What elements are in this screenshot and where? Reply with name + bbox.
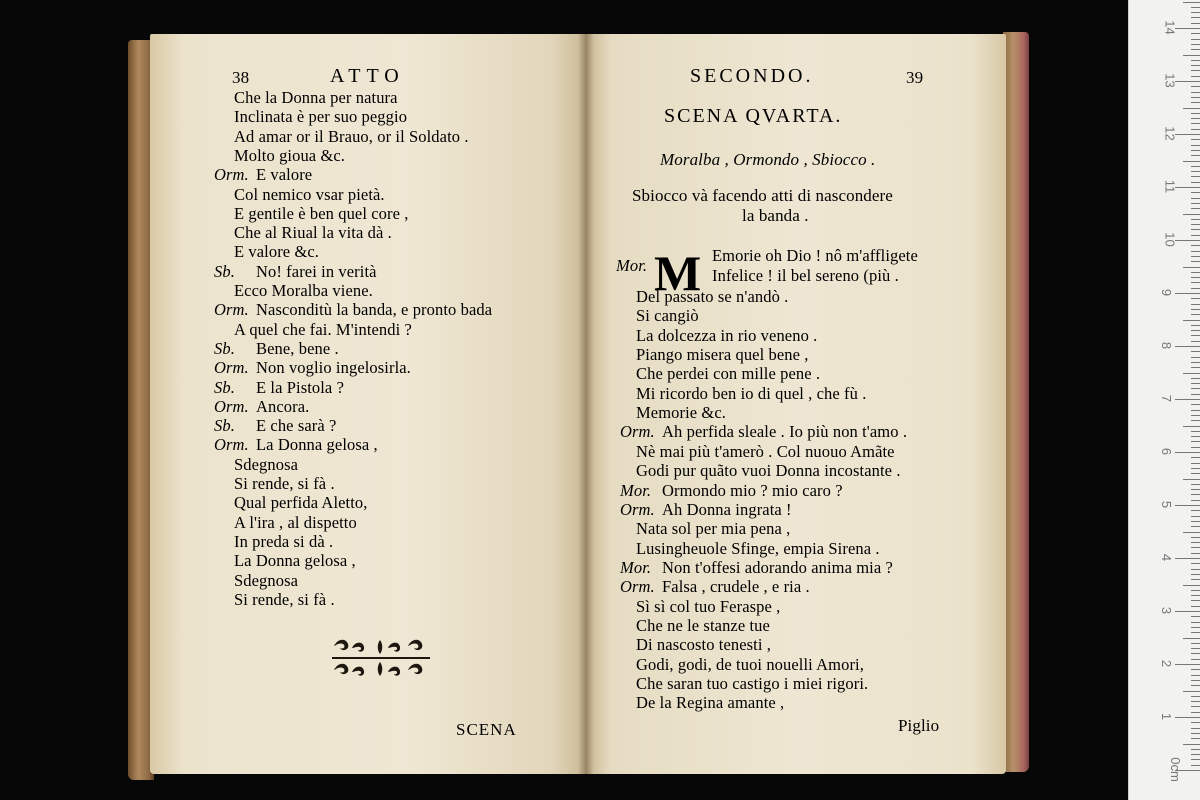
speaker-label: Orm. <box>620 499 655 519</box>
ruler-tick <box>1191 224 1200 225</box>
scene-title: SCENA QVARTA. <box>664 105 843 127</box>
ruler-tick <box>1191 192 1200 193</box>
right-page-number: 39 <box>906 68 924 87</box>
ruler-tick <box>1175 240 1200 241</box>
ruler-tick <box>1191 754 1200 755</box>
verse-line: Che saran tuo castigo i miei rigori. <box>636 674 869 693</box>
ruler-tick <box>1175 134 1200 135</box>
ruler-tick <box>1191 388 1200 389</box>
ruler-tick <box>1191 537 1200 538</box>
ruler-label: 2 <box>1159 659 1175 668</box>
ruler-tick <box>1191 123 1200 124</box>
ruler-tick <box>1191 643 1200 644</box>
ruler-tick <box>1191 547 1200 548</box>
speaker-label: Orm. <box>620 422 655 442</box>
stage-direction-cont: la banda . <box>742 206 809 225</box>
ruler-tick <box>1183 161 1200 162</box>
ruler-tick <box>1183 744 1200 745</box>
speaker-label: Orm. <box>214 358 249 378</box>
ruler-tick <box>1191 309 1200 310</box>
ruler-tick <box>1191 383 1200 384</box>
ruler-label: 0cm <box>1167 757 1183 782</box>
ruler-label: 14 <box>1162 20 1178 35</box>
ruler-tick <box>1175 187 1200 188</box>
verse-line: Ad amar or il Brauo, or il Soldato . <box>234 126 469 146</box>
ruler-tick <box>1183 55 1200 56</box>
ruler-tick <box>1191 335 1200 336</box>
ruler-tick <box>1191 579 1200 580</box>
ruler-tick <box>1191 574 1200 575</box>
ruler-tick <box>1191 229 1200 230</box>
ruler-tick <box>1175 717 1200 718</box>
ruler-tick <box>1191 473 1200 474</box>
ruler-tick <box>1175 81 1200 82</box>
ruler-tick <box>1191 622 1200 623</box>
ruler-tick <box>1191 33 1200 34</box>
verse-line: Ah perfida sleale . Io più non t'amo . <box>662 422 908 442</box>
ruler-tick <box>1191 272 1200 273</box>
left-catchword: SCENA <box>456 720 517 739</box>
printer-ornament <box>330 636 432 680</box>
ruler-tick <box>1175 505 1200 506</box>
ruler-tick <box>1191 431 1200 432</box>
ruler-tick <box>1191 208 1200 209</box>
ruler-tick <box>1183 638 1200 639</box>
speaker-label: Orm. <box>214 300 249 320</box>
verse-line: E la Pistola ? <box>256 377 345 397</box>
verse-line: La Donna gelosa , <box>256 435 378 455</box>
ruler-tick <box>1191 39 1200 40</box>
ruler-tick <box>1191 468 1200 469</box>
ruler-tick <box>1191 65 1200 66</box>
ruler-tick <box>1191 288 1200 289</box>
speaker-label: Sb. <box>214 261 235 281</box>
ruler-tick <box>1191 367 1200 368</box>
ruler-tick <box>1191 404 1200 405</box>
ruler-tick <box>1191 129 1200 130</box>
ruler-tick <box>1191 627 1200 628</box>
verse-line: Nè mai più t'amerò . Col nuouo Amãte <box>636 441 895 461</box>
verse-line: Molto gioua &c. <box>234 145 346 165</box>
verse-line: Che perdei con mille pene . <box>636 364 821 384</box>
ruler-tick <box>1191 494 1200 495</box>
ruler-tick <box>1191 92 1200 93</box>
ruler-tick <box>1183 585 1200 586</box>
speaker-label: Orm. <box>214 165 249 185</box>
cast-list: Moralba , Ormondo , Sbiocco . <box>660 150 876 169</box>
verse-line: Godi, godi, de tuoi nouelli Amori, <box>636 654 864 674</box>
verse-line: Di nascosto tenesti , <box>636 635 771 655</box>
ruler-tick <box>1191 219 1200 220</box>
ruler-tick <box>1183 479 1200 480</box>
ruler-tick <box>1191 198 1200 199</box>
ruler-tick <box>1191 70 1200 71</box>
verse-line: Sdegnosa <box>234 454 299 474</box>
ruler-tick <box>1183 320 1200 321</box>
verse-line: Col nemico vsar pietà. <box>234 184 385 204</box>
ruler-tick <box>1183 2 1200 3</box>
ruler-tick <box>1175 558 1200 559</box>
ruler-tick <box>1191 155 1200 156</box>
verse-line: De la Regina amante , <box>636 693 785 713</box>
verse-line: La dolcezza in rio veneno . <box>636 325 818 345</box>
ruler-tick <box>1191 362 1200 363</box>
verse-line: Emorie oh Dio ! nô m'affligete <box>712 246 918 265</box>
verse-line: Ancora. <box>256 396 310 416</box>
verse-line: Bene, bene . <box>256 338 339 358</box>
ruler-tick <box>1183 691 1200 692</box>
book-edge-right <box>1003 32 1029 772</box>
ruler-tick <box>1191 394 1200 395</box>
ruler-tick <box>1191 595 1200 596</box>
ruler-tick <box>1191 351 1200 352</box>
ruler-tick <box>1191 600 1200 601</box>
verse-line: Sdegnosa <box>234 570 299 590</box>
verse-line: E valore <box>256 165 313 185</box>
ruler-tick <box>1191 569 1200 570</box>
ruler-tick <box>1191 235 1200 236</box>
ruler-tick <box>1183 214 1200 215</box>
ruler-tick <box>1191 489 1200 490</box>
ruler-label: 6 <box>1159 447 1175 456</box>
ruler-tick <box>1191 261 1200 262</box>
verse-line: Ormondo mio ? mio caro ? <box>662 480 843 500</box>
verse-line: Non voglio ingelosirla. <box>256 358 411 378</box>
ruler-tick <box>1191 563 1200 564</box>
ruler-tick <box>1191 463 1200 464</box>
verse-line: Del passato se n'andò . <box>636 287 789 306</box>
verse-line: Non t'offesi adorando anima mia ? <box>662 557 893 577</box>
ruler-label: 13 <box>1162 73 1178 88</box>
left-running-header: ATTO <box>330 65 405 87</box>
ruler-tick <box>1191 171 1200 172</box>
ruler-tick <box>1191 325 1200 326</box>
ruler-tick <box>1191 97 1200 98</box>
ruler-tick <box>1191 653 1200 654</box>
ruler-tick <box>1191 669 1200 670</box>
verse-line: A quel che fai. M'intendi ? <box>234 319 412 339</box>
ruler-tick <box>1191 378 1200 379</box>
verse-line: La Donna gelosa , <box>234 551 356 571</box>
ruler-tick <box>1191 150 1200 151</box>
ruler-tick <box>1191 102 1200 103</box>
speaker-label: Orm. <box>214 435 249 455</box>
book-gutter <box>578 34 594 774</box>
speaker-label: Sb. <box>214 377 235 397</box>
ruler-tick <box>1175 611 1200 612</box>
verse-line: Ah Donna ingrata ! <box>662 499 792 519</box>
ruler-tick <box>1191 765 1200 766</box>
ruler-tick <box>1183 373 1200 374</box>
ruler-tick <box>1191 659 1200 660</box>
speaker-label: Orm. <box>214 396 249 416</box>
ruler-tick <box>1191 701 1200 702</box>
ruler-tick <box>1175 452 1200 453</box>
speaker-label: Sb. <box>214 338 235 358</box>
verse-line: In preda si dà . <box>234 531 334 551</box>
ruler-tick <box>1191 12 1200 13</box>
ruler-label: 11 <box>1162 179 1178 194</box>
ruler-tick <box>1191 182 1200 183</box>
ruler-tick <box>1183 426 1200 427</box>
ruler-tick <box>1191 706 1200 707</box>
speaker-label: Sb. <box>214 416 235 436</box>
ruler-tick <box>1191 49 1200 50</box>
ruler-tick <box>1191 410 1200 411</box>
ruler-label: 4 <box>1159 553 1175 562</box>
ruler-label: 5 <box>1159 500 1175 509</box>
ruler-tick <box>1191 616 1200 617</box>
verse-line: Si cangiò <box>636 306 699 326</box>
ruler-tick <box>1191 203 1200 204</box>
verse-line: Nata sol per mia pena , <box>636 519 791 539</box>
verse-line: Piango misera quel bene , <box>636 345 809 365</box>
speaker-label: Mor. <box>620 480 652 500</box>
ruler-tick <box>1175 346 1200 347</box>
verse-line: Memorie &c. <box>636 403 726 423</box>
ruler-label: 9 <box>1159 288 1175 297</box>
ruler-label: 7 <box>1159 394 1175 403</box>
ruler-tick <box>1191 728 1200 729</box>
speaker-label: Orm. <box>620 577 655 597</box>
ruler-tick <box>1191 166 1200 167</box>
ruler-tick <box>1191 118 1200 119</box>
ruler-tick <box>1191 510 1200 511</box>
ruler-tick <box>1191 500 1200 501</box>
ruler-tick <box>1191 436 1200 437</box>
ruler-tick <box>1191 282 1200 283</box>
ruler-tick <box>1191 632 1200 633</box>
ruler-tick <box>1191 457 1200 458</box>
speaker-label: Mor. <box>616 256 648 275</box>
verse-line: Lusingheuole Sfinge, empia Sirena . <box>636 538 880 558</box>
ruler-label: 10 <box>1162 232 1178 247</box>
verse-line: Mi ricordo ben io di quel , che fù . <box>636 383 867 403</box>
ruler-tick <box>1175 28 1200 29</box>
ruler-tick <box>1191 76 1200 77</box>
ruler-tick <box>1191 516 1200 517</box>
ruler-tick <box>1191 447 1200 448</box>
ruler-tick <box>1191 759 1200 760</box>
verse-line: Si rende, si fà . <box>234 589 335 609</box>
ruler-tick <box>1191 256 1200 257</box>
ruler-tick <box>1191 738 1200 739</box>
ruler-tick <box>1191 145 1200 146</box>
speaker-label: Mor. <box>620 557 652 577</box>
ruler-tick <box>1191 341 1200 342</box>
ruler-tick <box>1191 176 1200 177</box>
ruler-tick <box>1191 330 1200 331</box>
ruler-tick <box>1191 23 1200 24</box>
ruler-tick <box>1175 399 1200 400</box>
ruler-tick <box>1183 267 1200 268</box>
ruler-tick <box>1191 542 1200 543</box>
ruler-tick <box>1191 7 1200 8</box>
drop-cap: M <box>654 245 702 301</box>
ruler-tick <box>1191 696 1200 697</box>
verse-line: Qual perfida Aletto, <box>234 493 368 513</box>
verse-line: A l'ira , al dispetto <box>234 512 357 532</box>
ruler-tick <box>1191 680 1200 681</box>
verse-line: Sì sì col tuo Feraspe , <box>636 596 781 616</box>
verse-line: Nasconditù la banda, e pronto bada <box>256 300 493 320</box>
ruler-tick <box>1191 44 1200 45</box>
verse-line: Che la Donna per natura <box>234 88 398 107</box>
ruler-label: 12 <box>1162 126 1178 141</box>
verse-line: Godi pur quãto vuoi Donna incostante . <box>636 461 901 481</box>
ruler-tick <box>1191 521 1200 522</box>
ruler-tick <box>1191 17 1200 18</box>
ruler-tick <box>1191 749 1200 750</box>
verse-line: No! farei in verità <box>256 261 377 281</box>
verse-line: Ecco Moralba viene. <box>234 281 373 300</box>
stage-direction: Sbiocco và facendo atti di nascondere <box>632 186 893 205</box>
ruler-tick <box>1191 251 1200 252</box>
ruler-tick <box>1191 415 1200 416</box>
ruler-tick <box>1191 648 1200 649</box>
ruler-tick <box>1175 293 1200 294</box>
ruler-tick <box>1183 532 1200 533</box>
verse-line: Si rende, si fà . <box>234 474 335 493</box>
ruler-label: 8 <box>1159 341 1175 350</box>
right-running-header: SECONDO. <box>690 65 814 87</box>
ruler-tick <box>1191 113 1200 114</box>
verse-line: Infelice ! il bel sereno (più . <box>712 266 899 285</box>
ruler-tick <box>1191 139 1200 140</box>
verse-line: Falsa , crudele , e ria . <box>662 577 810 597</box>
ruler-tick <box>1191 553 1200 554</box>
verse-line: Che al Riual la vita dà . <box>234 223 392 243</box>
verse-line: Che ne le stanze tue <box>636 615 770 635</box>
ruler-tick <box>1191 304 1200 305</box>
ruler-tick <box>1191 298 1200 299</box>
ruler-tick <box>1191 675 1200 676</box>
ruler-tick <box>1191 60 1200 61</box>
ruler-tick <box>1191 685 1200 686</box>
ruler-tick <box>1191 86 1200 87</box>
ruler-tick <box>1191 314 1200 315</box>
verse-line: E che sarà ? <box>256 416 337 436</box>
ruler-tick <box>1191 606 1200 607</box>
ruler-tick <box>1191 277 1200 278</box>
left-page-number: 38 <box>232 68 250 87</box>
ruler-tick <box>1191 733 1200 734</box>
ruler-tick <box>1191 722 1200 723</box>
ruler-tick <box>1191 590 1200 591</box>
verse-line: Inclinata è per suo peggio <box>234 107 408 127</box>
ruler-label: 3 <box>1159 606 1175 615</box>
ruler-tick <box>1175 664 1200 665</box>
ruler-tick <box>1191 484 1200 485</box>
verse-line: E gentile è ben quel core , <box>234 203 409 223</box>
right-catchword: Piglio <box>898 716 940 735</box>
ruler-tick <box>1191 712 1200 713</box>
verse-line: E valore &c. <box>234 242 320 262</box>
ruler-tick <box>1191 357 1200 358</box>
measurement-ruler <box>1128 0 1200 800</box>
ruler-tick <box>1183 108 1200 109</box>
ruler-label: 1 <box>1159 712 1175 721</box>
ruler-tick <box>1191 245 1200 246</box>
ruler-tick <box>1191 441 1200 442</box>
ruler-tick <box>1191 526 1200 527</box>
ruler-tick <box>1191 420 1200 421</box>
